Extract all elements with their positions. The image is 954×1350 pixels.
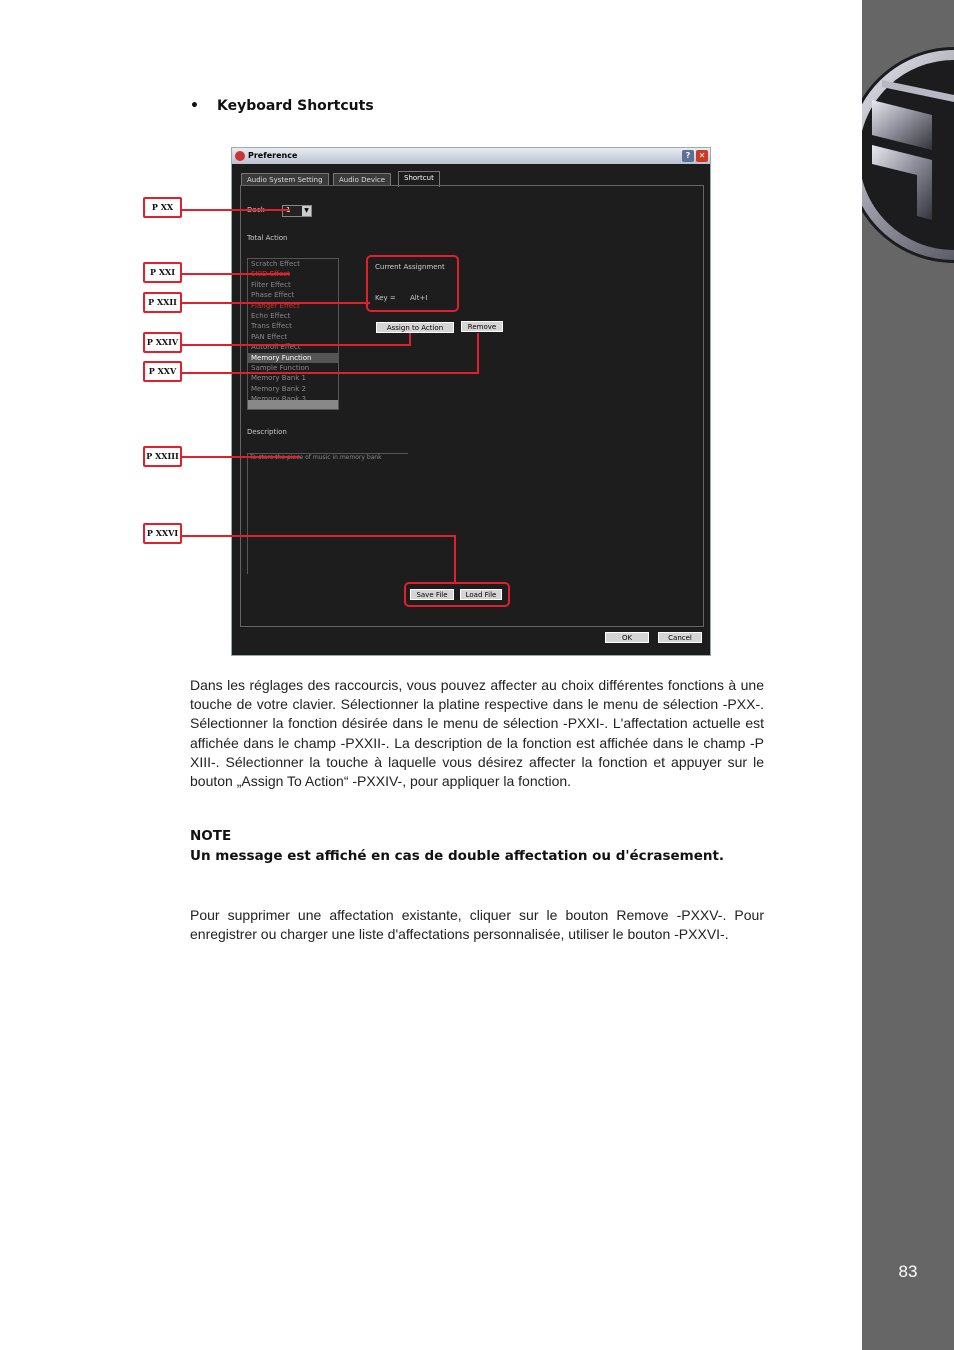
bullet-icon: • [190, 98, 199, 114]
assign-to-action-button[interactable]: Assign to Action [376, 322, 454, 333]
description-label: Description [247, 428, 287, 436]
callout-pxx: P XX [143, 197, 182, 218]
tab-shortcut[interactable]: Shortcut [398, 171, 440, 187]
callout-pxxv: P XXV [143, 361, 182, 382]
deck-label: Deck [247, 206, 265, 214]
cancel-button[interactable]: Cancel [658, 632, 702, 643]
list-item[interactable]: Sample Function [251, 363, 310, 372]
list-item[interactable]: Trans Effect [251, 322, 292, 331]
close-icon[interactable]: ✕ [696, 150, 708, 162]
current-assignment-highlight [367, 256, 458, 311]
tab-audio-device[interactable]: Audio Device [333, 173, 391, 186]
file-buttons-highlight [405, 583, 509, 606]
leader-line [181, 536, 455, 583]
leader-line [181, 333, 478, 373]
ok-button[interactable]: OK [605, 632, 649, 643]
body-paragraph: Dans les réglages des raccourcis, vous pouvez affecter au choix différentes fonctions à une touche de votre clavier. Sélectionner la platine respective dans le menu de sélection -PXX-. Sélectionner la fonction désirée dans le menu de sélection -PXXI-. L'affectation actuelle est affichée dans le champ -PXXII-. La description de la fonction est affichée dans le champ -P XIII-. Sélectionner la touche à laquelle vous désirez affecter la fonction et appuyer sur le bouton „Assign To Action“ -PXXIV-, pour appliquer la fonction. [190, 677, 764, 790]
note-heading: NOTE [190, 828, 232, 844]
description-text: To store the piece of music in memory bank [250, 454, 382, 461]
list-item[interactable]: Memory Bank 1 [251, 374, 306, 383]
list-item-selected[interactable]: Memory Function [248, 353, 338, 363]
key-value: Alt+I [410, 294, 428, 302]
key-label: Key = [375, 294, 396, 302]
callout-pxxi: P XXI [143, 262, 182, 283]
list-item[interactable]: SKID Effect [251, 270, 290, 279]
list-item[interactable]: Autoroll Effect [251, 343, 301, 352]
save-file-button[interactable]: Save File [410, 589, 454, 600]
list-item[interactable]: Filter Effect [251, 280, 291, 289]
leader-line [181, 333, 410, 345]
help-icon[interactable]: ? [682, 150, 694, 162]
callout-pxxii: P XXII [143, 292, 182, 313]
load-file-button[interactable]: Load File [460, 589, 502, 600]
callout-pxxiii: P XXIII [143, 446, 182, 467]
list-item[interactable]: Echo Effect [251, 311, 291, 320]
callout-pxxvi: P XXVI [143, 523, 182, 544]
total-action-label: Total Action [247, 234, 288, 242]
tab-audio-system-setting[interactable]: Audio System Setting [241, 173, 329, 186]
deck-value: 1 [286, 206, 291, 214]
remove-button[interactable]: Remove [461, 321, 503, 332]
callout-pxxiv: P XXIV [143, 332, 182, 353]
list-item[interactable]: PAN Effect [251, 332, 288, 341]
list-item[interactable]: Memory Bank 2 [251, 384, 306, 393]
current-assignment-label: Current Assignment [375, 263, 445, 271]
note-text: Un message est affiché en cas de double affectation ou d'écrasement. [190, 848, 725, 864]
list-item[interactable]: Scratch Effect [251, 260, 300, 268]
body-paragraph-2: Pour supprimer une affectation existante, cliquer sur le bouton Remove -PXXV-. Pour enregistrer ou charger une liste d'affectations personnalisée, utiliser le bouton -PXXVI-. [190, 907, 764, 943]
chevron-down-icon: ▼ [302, 206, 311, 216]
list-item[interactable]: Phase Effect [251, 291, 295, 300]
section-heading-text: Keyboard Shortcuts [217, 98, 374, 114]
window-title: Preference [248, 151, 298, 160]
list-item[interactable]: Flanger Effect [251, 301, 300, 310]
page-number: 83 [898, 1262, 918, 1281]
